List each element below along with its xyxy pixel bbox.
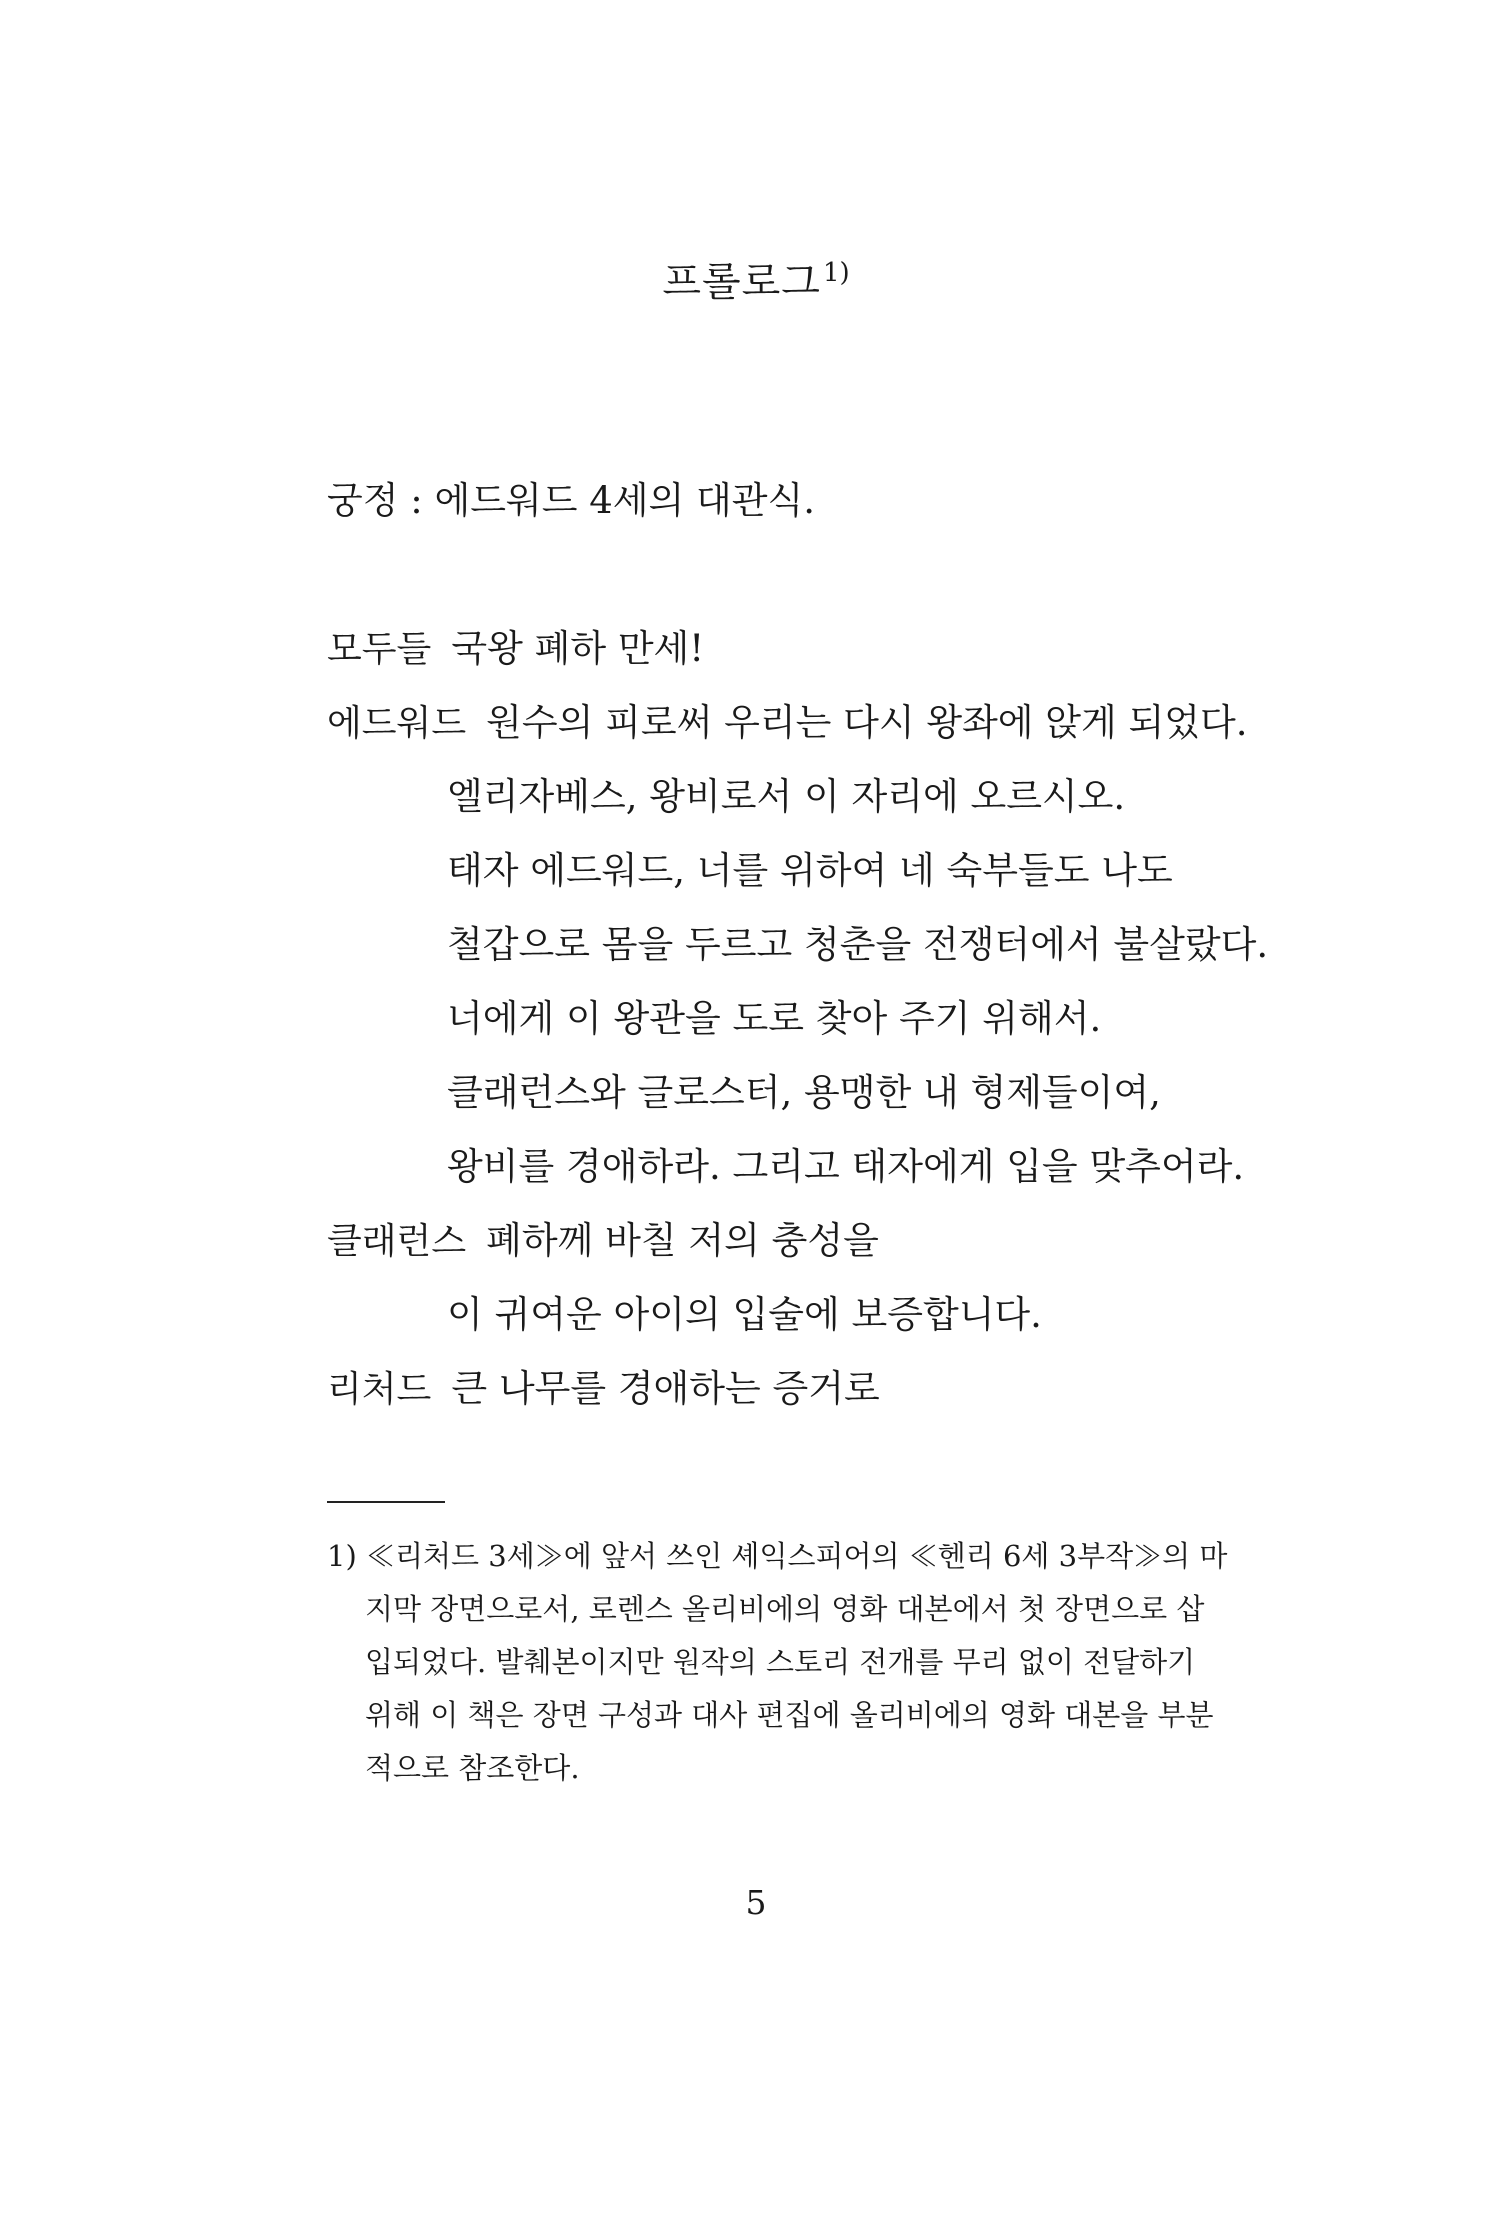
dialogue-line [447,1141,1244,1193]
dialogue-text: 큰 나무를 경애하는 증거로 [451,1367,880,1410]
dialogue-line [447,1289,1042,1341]
speaker-name: 리처드 [327,1369,432,1410]
page-number: 5 [745,1883,767,1922]
dialogue-text: 이 귀여운 아이의 입술에 보증합니다. [447,1293,1042,1336]
footnote-marker: 1) [822,258,850,288]
dialogue-text: 태자 에드워드, 너를 위하여 네 숙부들도 나도 [447,849,1173,892]
footnote-line: 입되었다. 발췌본이지만 원작의 스토리 전개를 무리 없이 전달하기 [365,1645,1196,1679]
dialogue-line [327,1215,879,1268]
scene-setting: 궁정 : 에드워드 4세의 대관식. [327,479,815,522]
dialogue-text: 너에게 이 왕관을 도로 찾아 주기 위해서. [447,997,1102,1040]
dialogue-text: 왕비를 경애하라. 그리고 태자에게 입을 맞추어라. [447,1145,1245,1188]
dialogue-line [447,993,1101,1045]
footnote-line: 위해 이 책은 장면 구성과 대사 편집에 올리비에의 영화 대본을 부분 [365,1698,1214,1732]
speaker-name: 클래런스 [327,1221,467,1262]
dialogue-text: 철갑으로 몸을 두르고 청춘을 전쟁터에서 불살랐다. [447,923,1269,966]
dialogue-text: 원수의 피로써 우리는 다시 왕좌에 앉게 되었다. [486,701,1248,744]
footnote-line: 지막 장면으로서, 로렌스 올리비에의 영화 대본에서 첫 장면으로 삽 [365,1592,1205,1626]
dialogue-line [447,1067,1161,1119]
dialogue-line [327,697,1248,750]
chapter-title [0,250,1512,307]
dialogue-line [327,623,704,676]
speaker-name: 에드워드 [327,703,467,744]
dialogue-line [447,919,1268,971]
dialogue-text: 국왕 폐하 만세! [451,627,705,670]
dialogue-line [447,771,1125,823]
dialogue-line [327,1363,880,1416]
dialogue-text: 폐하께 바칠 저의 충성을 [486,1219,879,1262]
dialogue-line [447,845,1173,897]
footnote-line: 1) ≪리처드 3세≫에 앞서 쓰인 셰익스피어의 ≪헨리 6세 3부작≫의 마 [327,1539,1228,1573]
chapter-title-text: 프롤로그 [662,259,821,305]
footnote-line: 적으로 참조한다. [365,1751,580,1785]
footnote [327,1530,1277,1795]
dialogue-text: 엘리자베스, 왕비로서 이 자리에 오르시오. [447,775,1126,818]
speaker-name: 모두들 [327,629,432,670]
dialogue-text: 클래런스와 글로스터, 용맹한 내 형제들이여, [447,1071,1161,1114]
footnote-divider [327,1501,445,1503]
